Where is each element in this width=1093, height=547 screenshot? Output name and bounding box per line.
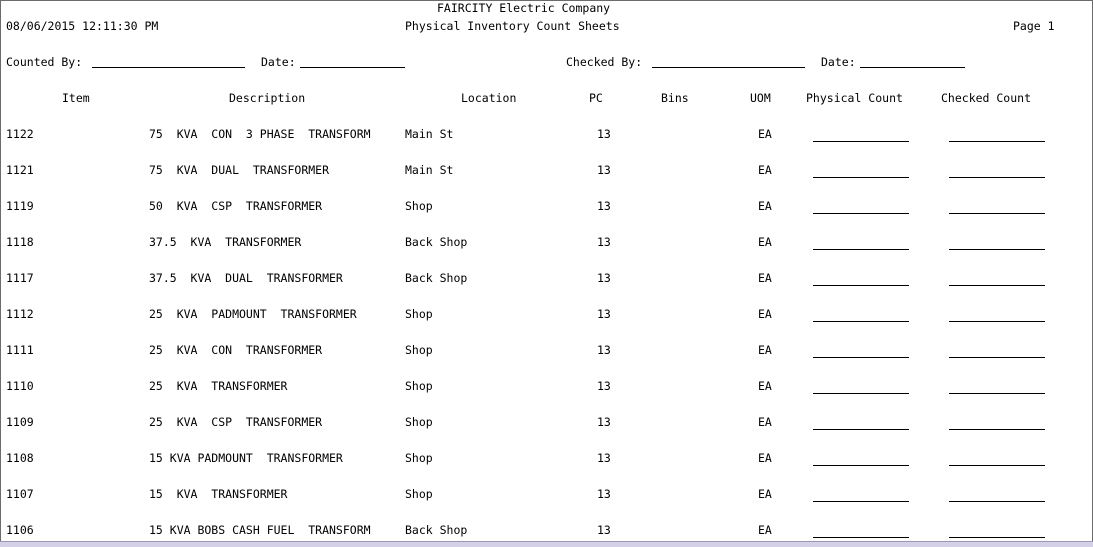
- item-location: Shop: [405, 343, 433, 357]
- item-number: 1118: [6, 235, 34, 249]
- item-uom: EA: [758, 307, 772, 321]
- checked-count-line: [949, 285, 1045, 286]
- item-number: 1117: [6, 271, 34, 285]
- physical-count-line: [813, 501, 909, 502]
- checked-by-label: Checked By:: [566, 55, 643, 69]
- table-row: [0, 415, 1093, 429]
- item-description: 15 KVA PADMOUNT TRANSFORMER: [149, 451, 343, 465]
- item-pc: 13: [597, 307, 611, 321]
- item-number: 1111: [6, 343, 34, 357]
- item-pc: 13: [597, 415, 611, 429]
- item-uom: EA: [758, 451, 772, 465]
- item-pc: 13: [597, 235, 611, 249]
- item-location: Shop: [405, 415, 433, 429]
- company-name: FAIRCITY Electric Company: [437, 1, 611, 15]
- item-number: 1121: [6, 163, 34, 177]
- item-pc: 13: [597, 451, 611, 465]
- checked-count-line: [949, 249, 1045, 250]
- col-header-checked-count: Checked Count: [941, 91, 1032, 105]
- bottom-border: [0, 541, 1093, 547]
- item-location: Back Shop: [405, 271, 468, 285]
- physical-count-line: [813, 537, 909, 538]
- item-location: Back Shop: [405, 523, 468, 537]
- item-description: 15 KVA TRANSFORMER: [149, 487, 288, 501]
- item-pc: 13: [597, 127, 611, 141]
- table-row: [0, 271, 1093, 285]
- checked-count-line: [949, 141, 1045, 142]
- item-location: Shop: [405, 199, 433, 213]
- counted-by-label: Counted By:: [6, 55, 83, 69]
- item-uom: EA: [758, 415, 772, 429]
- table-row: [0, 451, 1093, 465]
- physical-count-line: [813, 285, 909, 286]
- report-datetime: 08/06/2015 12:11:30 PM: [6, 19, 159, 33]
- checked-count-line: [949, 357, 1045, 358]
- table-row: [0, 487, 1093, 501]
- item-location: Main St: [405, 163, 454, 177]
- col-header-bins: Bins: [661, 91, 689, 105]
- item-description: 37.5 KVA TRANSFORMER: [149, 235, 302, 249]
- item-location: Back Shop: [405, 235, 468, 249]
- item-description: 25 KVA PADMOUNT TRANSFORMER: [149, 307, 357, 321]
- checked-count-line: [949, 177, 1045, 178]
- date-line-1: [300, 67, 405, 68]
- item-pc: 13: [597, 343, 611, 357]
- item-location: Shop: [405, 307, 433, 321]
- col-header-description: Description: [229, 91, 306, 105]
- item-number: 1107: [6, 487, 34, 501]
- checked-count-line: [949, 465, 1045, 466]
- item-uom: EA: [758, 487, 772, 501]
- col-header-pc: PC: [589, 91, 603, 105]
- item-uom: EA: [758, 271, 772, 285]
- item-number: 1122: [6, 127, 34, 141]
- checked-count-line: [949, 213, 1045, 214]
- physical-count-line: [813, 177, 909, 178]
- item-location: Shop: [405, 379, 433, 393]
- item-uom: EA: [758, 199, 772, 213]
- report-title: Physical Inventory Count Sheets: [405, 19, 620, 33]
- col-header-physical-count: Physical Count: [806, 91, 903, 105]
- col-header-item: Item: [62, 91, 90, 105]
- item-pc: 13: [597, 487, 611, 501]
- item-number: 1106: [6, 523, 34, 537]
- page-number: Page 1: [1013, 19, 1055, 33]
- table-row: [0, 127, 1093, 141]
- item-description: 75 KVA CON 3 PHASE TRANSFORM: [149, 127, 371, 141]
- item-number: 1109: [6, 415, 34, 429]
- col-header-location: Location: [461, 91, 517, 105]
- item-location: Shop: [405, 451, 433, 465]
- item-description: 25 KVA TRANSFORMER: [149, 379, 288, 393]
- item-description: 25 KVA CSP TRANSFORMER: [149, 415, 323, 429]
- item-uom: EA: [758, 163, 772, 177]
- table-row: [0, 163, 1093, 177]
- item-uom: EA: [758, 523, 772, 537]
- item-number: 1119: [6, 199, 34, 213]
- physical-count-line: [813, 465, 909, 466]
- table-row: [0, 379, 1093, 393]
- physical-count-line: [813, 357, 909, 358]
- item-number: 1110: [6, 379, 34, 393]
- physical-count-line: [813, 393, 909, 394]
- checked-count-line: [949, 393, 1045, 394]
- item-pc: 13: [597, 199, 611, 213]
- table-row: [0, 235, 1093, 249]
- item-description: 25 KVA CON TRANSFORMER: [149, 343, 323, 357]
- table-row: [0, 523, 1093, 537]
- checked-by-line: [652, 67, 805, 68]
- physical-count-line: [813, 249, 909, 250]
- item-location: Main St: [405, 127, 454, 141]
- item-description: 15 KVA BOBS CASH FUEL TRANSFORM: [149, 523, 371, 537]
- table-row: [0, 199, 1093, 213]
- item-description: 50 KVA CSP TRANSFORMER: [149, 199, 323, 213]
- item-pc: 13: [597, 523, 611, 537]
- item-pc: 13: [597, 271, 611, 285]
- table-row: [0, 307, 1093, 321]
- physical-count-line: [813, 429, 909, 430]
- physical-count-line: [813, 321, 909, 322]
- col-header-uom: UOM: [750, 91, 771, 105]
- date-label-1: Date:: [261, 55, 296, 69]
- item-pc: 13: [597, 163, 611, 177]
- item-pc: 13: [597, 379, 611, 393]
- item-location: Shop: [405, 487, 433, 501]
- date-line-2: [860, 67, 965, 68]
- checked-count-line: [949, 537, 1045, 538]
- item-description: 75 KVA DUAL TRANSFORMER: [149, 163, 330, 177]
- item-number: 1108: [6, 451, 34, 465]
- date-label-2: Date:: [821, 55, 856, 69]
- item-uom: EA: [758, 379, 772, 393]
- item-uom: EA: [758, 235, 772, 249]
- item-uom: EA: [758, 343, 772, 357]
- physical-count-line: [813, 213, 909, 214]
- item-uom: EA: [758, 127, 772, 141]
- checked-count-line: [949, 501, 1045, 502]
- item-description: 37.5 KVA DUAL TRANSFORMER: [149, 271, 343, 285]
- table-row: [0, 343, 1093, 357]
- checked-count-line: [949, 321, 1045, 322]
- item-number: 1112: [6, 307, 34, 321]
- counted-by-line: [92, 67, 245, 68]
- checked-count-line: [949, 429, 1045, 430]
- physical-count-line: [813, 141, 909, 142]
